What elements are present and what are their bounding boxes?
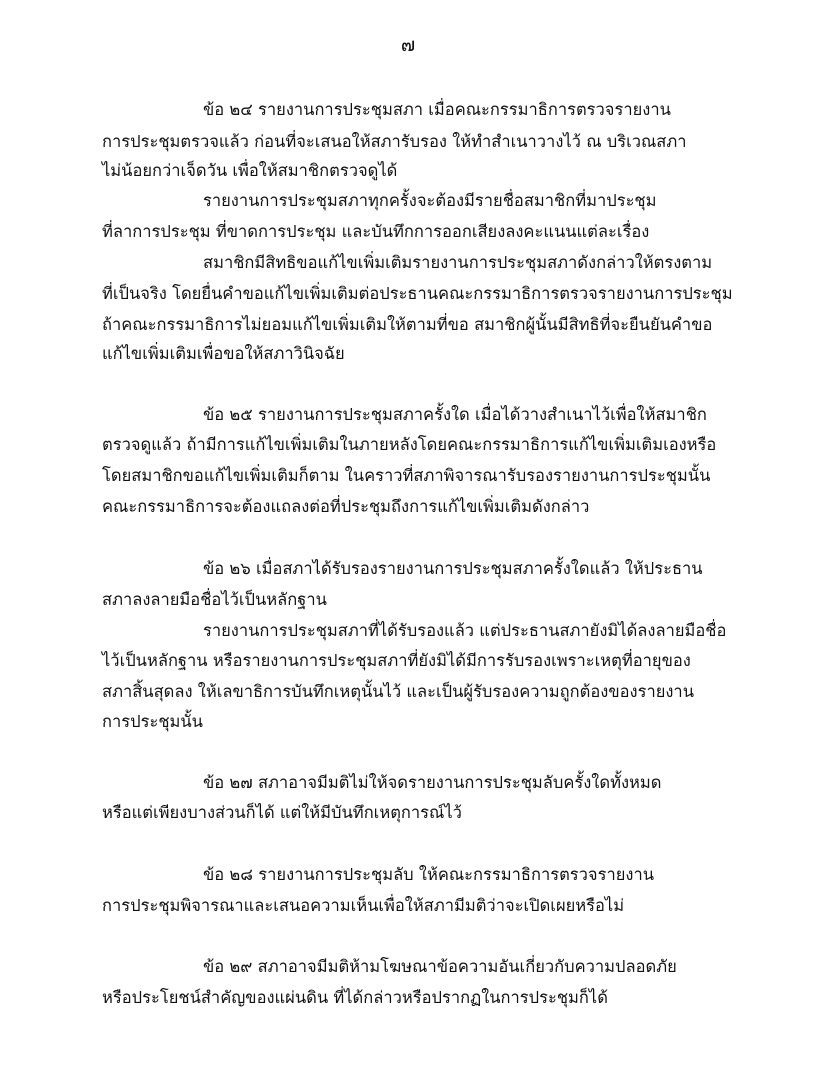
- text-line: ตรวจดูแล้ว ถ้ามีการแก้ไขเพิ่มเติมในภายหลังโดยคณะกรรมาธิการแก้ไขเพิ่มเติมเองหรือ: [102, 435, 717, 454]
- text-line: ข้อ ๒๘ รายงานการประชุมลับ ให้คณะกรรมาธิการตรวจรายงาน: [203, 865, 654, 884]
- text-line: ที่เป็นจริง โดยยื่นคำขอแก้ไขเพิ่มเติมต่อประธานคณะกรรมาธิการตรวจรายงานการประชุม: [102, 284, 733, 303]
- text-line: ถ้าคณะกรรมาธิการไม่ยอมแก้ไขเพิ่มเติมให้ตามที่ขอ สมาชิกผู้นั้นมีสิทธิที่จะยืนยันคำขอ: [102, 315, 713, 334]
- text-line: โดยสมาชิกขอแก้ไขเพิ่มเติมก็ตาม ในคราวที่สภาพิจารณารับรองรายงานการประชุมนั้น: [102, 466, 711, 485]
- text-line: ข้อ ๒๙ สภาอาจมีมติห้ามโฆษณาข้อความอันเกี่ยวกับความปลอดภัย: [203, 957, 677, 976]
- text-line: รายงานการประชุมสภาที่ได้รับรองแล้ว แต่ประธานสภายังมิได้ลงลายมือชื่อ: [203, 621, 727, 640]
- text-line: หรือประโยชน์สำคัญของแผ่นดิน ที่ได้กล่าวหรือปรากฏในการประชุมก็ได้: [102, 988, 608, 1007]
- text-line: ไว้เป็นหลักฐาน หรือรายงานการประชุมสภาที่ยังมิได้มีการรับรองเพราะเหตุที่อายุของ: [102, 651, 691, 670]
- text-line: สมาชิกมีสิทธิขอแก้ไขเพิ่มเติมรายงานการประชุมสภาดังกล่าวให้ตรงตาม: [203, 253, 713, 272]
- page-number: ๗: [400, 34, 416, 56]
- text-line: ข้อ ๒๖ เมื่อสภาได้รับรองรายงานการประชุมสภาครั้งใดแล้ว ให้ประธาน: [203, 559, 703, 578]
- text-line: สภาลงลายมือชื่อไว้เป็นหลักฐาน: [102, 590, 327, 609]
- text-line: การประชุมตรวจแล้ว ก่อนที่จะเสนอให้สภารับรอง ให้ทำสำเนาวางไว้ ณ บริเวณสภา: [102, 132, 687, 151]
- text-line: ไม่น้อยกว่าเจ็ดวัน เพื่อให้สมาชิกตรวจดูได้: [102, 161, 398, 180]
- text-line: รายงานการประชุมสภาทุกครั้งจะต้องมีรายชื่อสมาชิกที่มาประชุม: [203, 191, 657, 210]
- text-line: คณะกรรมาธิการจะต้องแถลงต่อที่ประชุมถึงการแก้ไขเพิ่มเติมดังกล่าว: [102, 497, 590, 516]
- text-line: ข้อ ๒๗ สภาอาจมีมติไม่ให้จดรายงานการประชุมลับครั้งใดทั้งหมด: [203, 773, 662, 792]
- text-line: ข้อ ๒๕ รายงานการประชุมสภาครั้งใด เมื่อได้วางสำเนาไว้เพื่อให้สมาชิก: [203, 405, 707, 424]
- text-line: การประชุมนั้น: [102, 712, 203, 731]
- text-line: การประชุมพิจารณาและเสนอความเห็นเพื่อให้สภามีมติว่าจะเปิดเผยหรือไม่: [102, 896, 625, 915]
- text-line: สภาสิ้นสุดลง ให้เลขาธิการบันทึกเหตุนั้นไว้ และเป็นผู้รับรองความถูกต้องของรายงาน: [102, 682, 694, 701]
- text-line: หรือแต่เพียงบางส่วนก็ได้ แต่ให้มีบันทึกเหตุการณ์ไว้: [102, 803, 462, 822]
- text-line: ที่ลาการประชุม ที่ขาดการประชุม และบันทึกการออกเสียงลงคะแนนแต่ละเรื่อง: [102, 222, 650, 241]
- text-line: ข้อ ๒๔ รายงานการประชุมสภา เมื่อคณะกรรมาธิการตรวจรายงาน: [203, 100, 671, 119]
- text-line: แก้ไขเพิ่มเติมเพื่อขอให้สภาวินิจฉัย: [102, 344, 345, 363]
